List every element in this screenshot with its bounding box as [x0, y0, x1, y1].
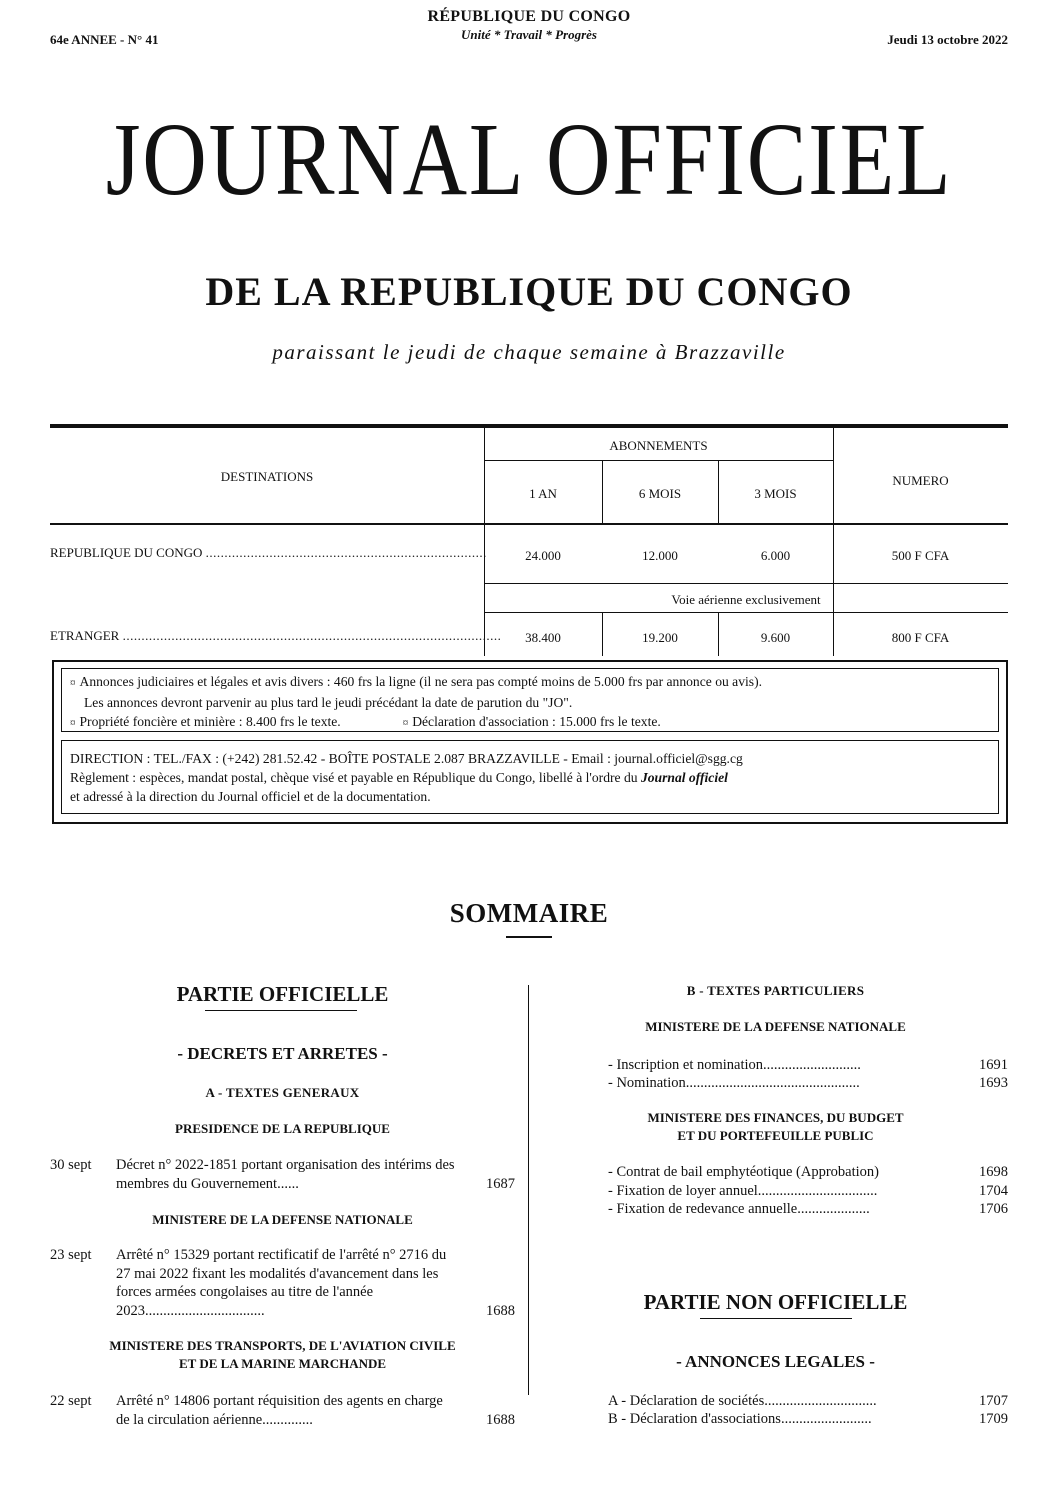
- price-cell: 12.000: [642, 548, 678, 563]
- destination-row-label: ETRANGER .....................................................................................................: [50, 628, 502, 643]
- direction-box: [61, 740, 999, 814]
- numero-header: NUMERO: [892, 473, 949, 488]
- entry-date: 23 sept: [50, 1247, 92, 1263]
- table-hline: [484, 460, 833, 461]
- entry-page: 1687: [486, 1175, 515, 1192]
- item-text: - Fixation de redevance annuelle....................: [608, 1201, 870, 1217]
- ministry-heading-line: ET DE LA MARINE MARCHANDE: [178, 1356, 387, 1371]
- ministry-heading: [50, 1337, 515, 1373]
- payment-terms: Règlement : espèces, mandat postal, chèque visé et payable en République du Congo, libellé à l'ordre du Journal officiel: [70, 770, 728, 785]
- notice-line: ¤ Propriété foncière et minière : 8.400 frs le texte. ¤ Déclaration d'association : 15.000 frs le texte.: [70, 714, 661, 729]
- table-vline: [484, 424, 485, 656]
- item-text: - Inscription et nomination...........................: [608, 1057, 861, 1073]
- item-page: 1704: [979, 1183, 1008, 1199]
- price-cell: 9.600: [760, 630, 791, 645]
- entry-page: 1688: [486, 1411, 515, 1428]
- bullet-icon: ¤: [402, 717, 409, 729]
- partie-non-officielle-heading: PARTIE NON OFFICIELLE: [643, 1290, 908, 1314]
- decrets-heading: - DECRETS ET ARRETES -: [177, 1044, 388, 1063]
- item-text: - Nomination................................................: [608, 1075, 860, 1091]
- entry-text: Arrêté n° 15329 portant rectificatif de l'arrêté n° 2716 du 27 mai 2022 fixant les modalités d'avancement dans les forces armées congolaises au titre de l'année 2023.................................: [116, 1247, 447, 1319]
- ministry-heading: MINISTERE DE LA DEFENSE NATIONALE: [152, 1212, 413, 1227]
- period-header: 6 MOIS: [638, 486, 682, 501]
- toc-item[interactable]: [608, 1056, 1008, 1075]
- ministry-heading-line: MINISTERE DES TRANSPORTS, DE L'AVIATION CIVILE: [109, 1338, 456, 1353]
- toc-entry[interactable]: [50, 1246, 515, 1320]
- national-motto: Unité * Travail * Progrès: [460, 27, 597, 42]
- toc-item[interactable]: [608, 1074, 1008, 1093]
- item-text: B - Déclaration d'associations.........................: [608, 1411, 872, 1427]
- country-name: RÉPUBLIQUE DU CONGO: [427, 8, 631, 25]
- toc-item[interactable]: [608, 1163, 1008, 1182]
- table-hline: [484, 583, 1008, 584]
- advertising-rates-box: [61, 668, 999, 732]
- textes-generaux-heading: A - TEXTES GENERAUX: [205, 1085, 360, 1100]
- period-header: 3 MOIS: [754, 486, 797, 501]
- air-mail-note: Voie aérienne exclusivement: [671, 592, 821, 607]
- heading-rule: [205, 1010, 357, 1011]
- item-page: 1707: [979, 1393, 1008, 1409]
- item-text: A - Déclaration de sociétés...............................: [608, 1393, 877, 1409]
- ministry-heading: MINISTERE DE LA DEFENSE NATIONALE: [645, 1019, 906, 1034]
- table-header-rule: [50, 523, 1008, 525]
- entry-text: Arrêté n° 14806 portant réquisition des agents en charge de la circulation aérienne..............: [116, 1393, 443, 1428]
- table-hline: [484, 612, 1008, 613]
- price-cell: 6.000: [760, 548, 791, 563]
- destinations-header: DESTINATIONS: [220, 469, 314, 484]
- partie-officielle-heading: PARTIE OFFICIELLE: [176, 982, 389, 1006]
- numero-price: 500 F CFA: [891, 548, 950, 563]
- ministry-heading: PRESIDENCE DE LA REPUBLIQUE: [175, 1121, 390, 1136]
- journal-subtitle: DE LA REPUBLIQUE DU CONGO: [205, 269, 853, 314]
- item-page: 1709: [979, 1411, 1008, 1427]
- journal-title: JOURNAL OFFICIEL: [105, 102, 953, 217]
- direction-contact: DIRECTION : TEL./FAX : (+242) 281.52.42 - BOÎTE POSTALE 2.087 BRAZZAVILLE - Email : journal.officiel@sgg.cg: [70, 751, 743, 766]
- toc-entry[interactable]: [50, 1392, 515, 1429]
- bullet-icon: ¤: [70, 677, 76, 689]
- toc-item[interactable]: [608, 1392, 1008, 1411]
- annonces-legales-heading: - ANNONCES LEGALES -: [676, 1352, 875, 1371]
- price-cell: 19.200: [642, 630, 678, 645]
- toc-item[interactable]: [608, 1182, 1008, 1201]
- entry-date: 30 sept: [50, 1157, 92, 1173]
- ministry-heading-line: ET DU PORTEFEUILLE PUBLIC: [677, 1128, 874, 1143]
- entry-text: Décret n° 2022-1851 portant organisation des intérims des membres du Gouvernement......: [116, 1157, 455, 1192]
- payment-address: et adressé à la direction du Journal officiel et de la documentation.: [70, 789, 431, 804]
- destination-row-label: REPUBLIQUE DU CONGO ...........................................................................: [50, 545, 487, 560]
- price-cell: 38.400: [525, 630, 561, 645]
- column-divider: [528, 985, 529, 1395]
- entry-date: 22 sept: [50, 1393, 92, 1409]
- sommaire-title: SOMMAIRE: [449, 898, 609, 928]
- numero-price: 800 F CFA: [891, 630, 950, 645]
- issue-number: 64e ANNEE - N° 41: [50, 32, 159, 47]
- period-header: 1 AN: [529, 486, 557, 501]
- info-box: [52, 660, 1008, 824]
- item-text: - Contrat de bail emphytéotique (Approbation): [608, 1164, 879, 1180]
- heading-rule: [700, 1318, 852, 1319]
- ministry-heading: [543, 1109, 1008, 1145]
- sommaire-rule: [506, 936, 552, 938]
- textes-particuliers-heading: B - TEXTES PARTICULIERS: [686, 983, 865, 998]
- publication-tagline: paraissant le jeudi de chaque semaine à Brazzaville: [272, 340, 786, 364]
- item-page: 1691: [979, 1057, 1008, 1073]
- bullet-icon: ¤: [70, 717, 76, 729]
- subscription-table: [50, 424, 1008, 656]
- item-page: 1698: [979, 1164, 1008, 1180]
- toc-entry[interactable]: [50, 1156, 515, 1193]
- ministry-heading-line: MINISTERE DES FINANCES, DU BUDGET: [647, 1110, 904, 1125]
- notice-line: Les annonces devront parvenir au plus tard le jeudi précédant la date de parution du "JO".: [84, 695, 573, 710]
- toc-item[interactable]: [608, 1410, 1008, 1429]
- price-cell: 24.000: [525, 548, 561, 563]
- notice-line: ¤ Annonces judiciaires et légales et avis divers : 460 frs la ligne (il ne sera pas compté moins de 5.000 frs par annonce ou avis).: [70, 674, 763, 689]
- toc-item[interactable]: [608, 1200, 1008, 1219]
- abonnements-header: ABONNEMENTS: [609, 438, 708, 453]
- entry-page: 1688: [486, 1302, 515, 1319]
- issue-date: Jeudi 13 octobre 2022: [887, 32, 1008, 47]
- item-text: - Fixation de loyer annuel.................................: [608, 1183, 878, 1199]
- item-page: 1693: [979, 1075, 1008, 1091]
- item-page: 1706: [979, 1201, 1008, 1217]
- table-vline: [833, 424, 834, 656]
- table-top-rule: [50, 424, 1008, 428]
